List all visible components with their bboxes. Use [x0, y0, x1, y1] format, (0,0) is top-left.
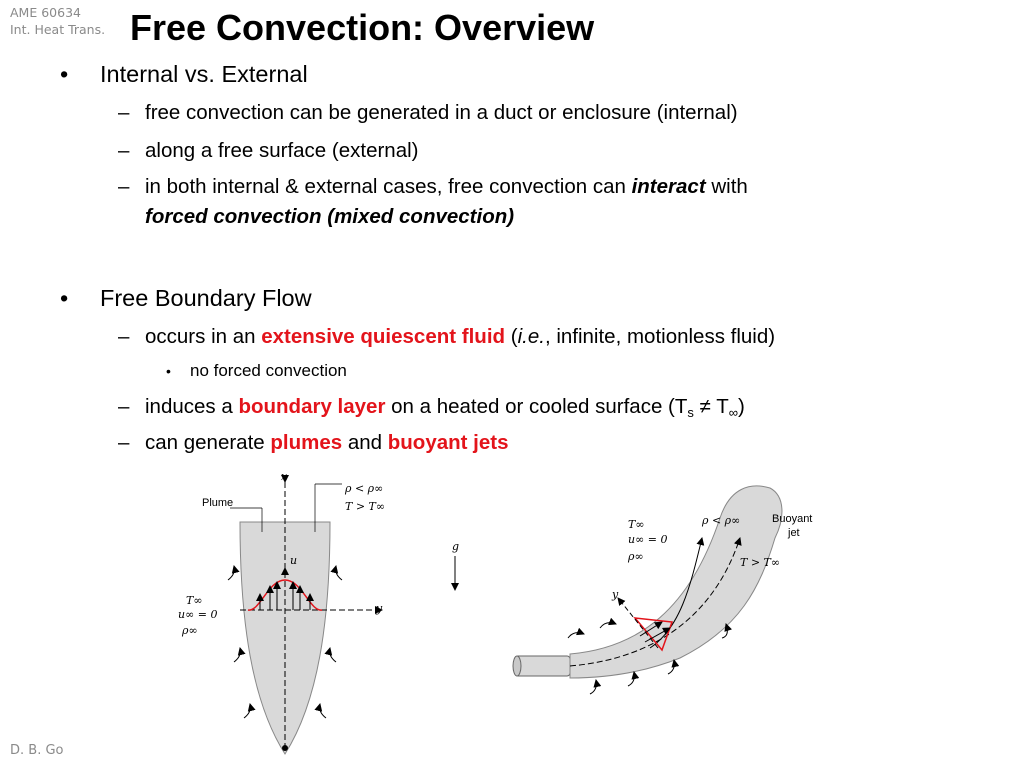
axis-x-label: x [281, 470, 288, 483]
ambient-velocity-label: u∞ = 0 [178, 608, 218, 621]
slide-title: Free Convection: Overview [130, 7, 595, 48]
plume-label: Plume [202, 497, 234, 509]
point-source [282, 745, 288, 751]
plume-diagram [160, 462, 400, 760]
course-code: AME 60634 [10, 5, 81, 20]
subbullet-internal [118, 98, 738, 128]
jet-ambient-density-label: ρ∞ [628, 550, 644, 563]
subbullet-text: ≠ T [693, 395, 729, 418]
subbullet-quiescent [118, 322, 775, 352]
bullet-dot: • [60, 285, 69, 311]
subbullet-text: on a heated or cooled surface (T [385, 395, 688, 418]
dash-mark: – [118, 139, 130, 162]
subbullet-external [118, 136, 418, 166]
bullet-text: Free Boundary Flow [100, 285, 312, 311]
dash-mark: – [118, 325, 130, 348]
subbullet-text: induces a [145, 395, 239, 418]
velocity-label: u [290, 554, 298, 567]
subbullet-mixed [118, 172, 748, 232]
dash-mark: – [118, 101, 130, 124]
temperature-label: T > T∞ [345, 500, 386, 513]
bullet-dot: • [60, 61, 69, 87]
subbullet-text: free convection can be generated in a duct or enclosure (internal) [145, 101, 738, 124]
jet-density-label: ρ < ρ∞ [702, 514, 741, 527]
nozzle [515, 656, 570, 676]
highlight-plumes: plumes [270, 431, 343, 454]
subbullet-text: along a free surface (external) [145, 139, 419, 162]
highlight-boundary-layer: boundary layer [238, 395, 386, 418]
course-label [10, 4, 105, 38]
buoyant-label: Buoyant [772, 513, 813, 525]
bullet-free-boundary [60, 283, 312, 313]
ambient-density-label: ρ∞ [182, 624, 198, 637]
bullet-internal-external [60, 59, 308, 89]
density-label: ρ < ρ∞ [345, 482, 384, 495]
subscript-inf: ∞ [728, 405, 738, 420]
subbullet-text: with [705, 175, 748, 198]
subbullet-text: and [342, 431, 388, 454]
jet-axis-y-label: y [612, 588, 619, 601]
jet-ambient-velocity-label: u∞ = 0 [628, 533, 668, 546]
axis-y-label: y [376, 602, 383, 615]
jet-temperature-label: T > T∞ [740, 556, 781, 569]
highlight-quiescent: extensive quiescent fluid [261, 325, 506, 348]
dash-mark: – [118, 431, 130, 454]
bullet-text: Internal vs. External [100, 61, 308, 87]
subbullet-text: in both internal & external cases, free convection can [145, 175, 632, 198]
subbullet-text: can generate [145, 431, 271, 454]
course-name: Int. Heat Trans. [10, 22, 106, 37]
ie-text: i.e. [517, 325, 545, 348]
subbullet-text: ) [738, 395, 745, 418]
subbullet-plumes-jets [118, 428, 509, 458]
bullet-dot: • [166, 363, 171, 379]
subbullet-text: occurs in an [145, 325, 262, 348]
jet-label: jet [788, 527, 800, 539]
subbullet-boundary-layer [118, 392, 745, 422]
emphasis-interact: interact [631, 175, 706, 198]
highlight-buoyant-jets: buoyant jets [387, 431, 509, 454]
jet-ambient-temp-label: T∞ [628, 518, 645, 531]
subbullet-text: ( [505, 325, 518, 348]
dash-mark: – [118, 175, 130, 198]
buoyant-jet-diagram [440, 478, 860, 708]
jet-shape [570, 486, 782, 678]
subsubbullet-text: no forced convection [190, 361, 347, 380]
ambient-temp-label: T∞ [186, 594, 203, 607]
dash-mark: – [118, 395, 130, 418]
subscript-s: s [687, 405, 694, 420]
subbullet-text: , infinite, motionless fluid) [544, 325, 776, 348]
emphasis-mixed-convection: forced convection (mixed convection) [145, 205, 515, 228]
subsubbullet-no-forced [166, 360, 347, 382]
footer-author: D. B. Go [10, 743, 64, 758]
gravity-label: g [452, 540, 460, 553]
